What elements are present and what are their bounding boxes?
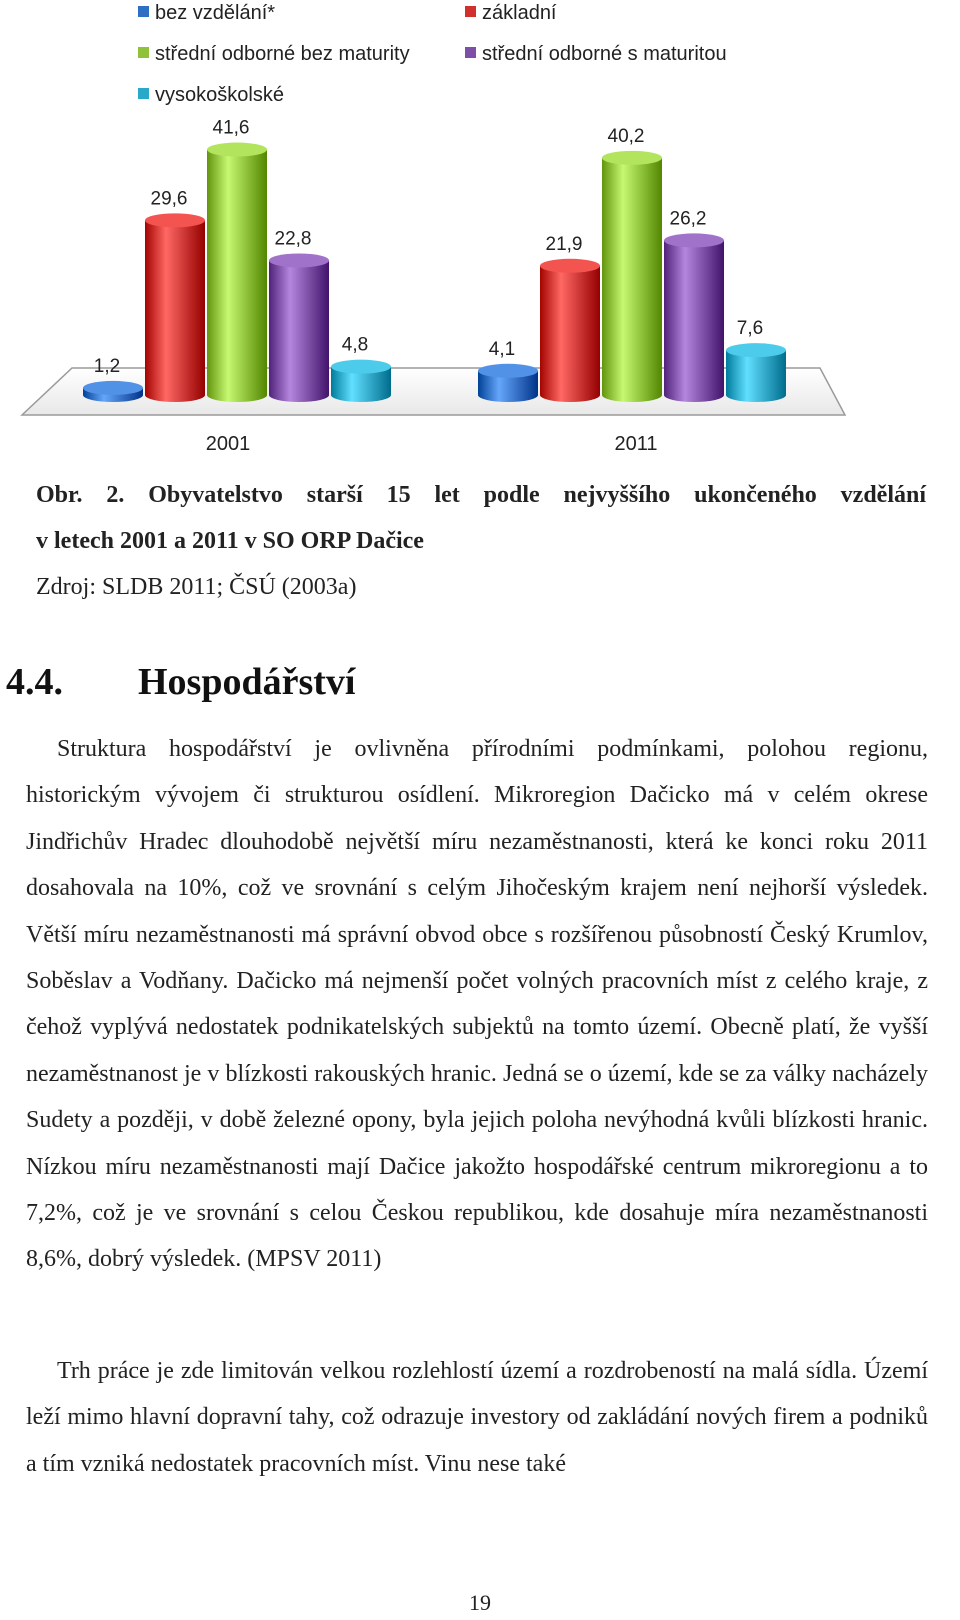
bar-2011-2 — [602, 151, 662, 402]
paragraph-text: Trh práce je zde limitován velkou rozlehlostí území a rozdrobeností na malá sídla. Území leží mimo hlavní dopravní tahy, což odrazuje investory od zakládání nových firem a podniků a tím vzniká nedostatek pracovních míst. Vinu nese také — [26, 1358, 928, 1477]
bar-2011-0 — [478, 364, 538, 402]
bar-2011-4 — [726, 343, 786, 402]
legend-swatch-icon — [138, 47, 149, 58]
bar-2011-1 — [540, 259, 600, 402]
data-label: 7,6 — [736, 318, 764, 340]
legend-label: základní — [482, 2, 557, 24]
paragraph-text: Struktura hospodářství je ovlivněna přírodními podmínkami, polohou regionu, historickým vývojem či strukturou osídlení. Mikroregion Dačicko má v celém okrese Jindřichův Hradec dlouhodobě největší míru nezaměstnanosti, která ke konci roku 2011 dosahovala na 10%, což ve srovnání s celým Jihočeským krajem není nejhorší výsledek. Větší míru nezaměstnanosti má správní obvod obce s rozšířenou působností Český Krumlov, Soběslav a Vodňany. Dačicko má nejmenší počet volných pracovních míst z celého kraje, z čehož vyplývá nedostatek podnikatelských subjektů na tomto území. Obecně platí, že vyšší nezaměstnanost je v blízkosti rakouských hranic. Jedná se o území, kde se za války nacházely Sudety a později, v době železné opony, byla jejich poloha nevýhodná kvůli blízkosti hranic. Nízkou míru nezaměstnanosti mají Dačice jakožto hospodářské centrum mikroregionu a to 7,2%, což je ve srovnání s celou Českou republikou, kde dosahuje míra nezaměstnanosti 8,6%, dobrý výsledek. (MPSV 2011) — [26, 736, 928, 1273]
data-label: 41,6 — [212, 120, 250, 139]
bar-2001-1 — [145, 213, 205, 402]
category-label: 2001 — [205, 433, 251, 455]
data-label: 1,2 — [93, 355, 121, 377]
section-number: 4.4. — [6, 661, 63, 703]
legend-swatch-icon — [465, 47, 476, 58]
figure-caption-line1 — [36, 482, 926, 509]
figure-label: Obr. 2. — [36, 482, 125, 508]
category-label: 2011 — [614, 433, 658, 455]
page-number: 19 — [469, 1590, 491, 1615]
bar-2001-4 — [331, 360, 391, 402]
legend-item-ssm — [465, 43, 727, 66]
bar-2001-0 — [83, 381, 143, 402]
paragraph — [26, 1348, 928, 1487]
legend-swatch-icon — [465, 6, 476, 17]
legend-item-vs — [138, 84, 284, 107]
data-label: 22,8 — [274, 228, 312, 250]
legend-item-bez-vzdelani — [138, 2, 275, 25]
legend-swatch-icon — [138, 88, 149, 99]
paragraph — [26, 726, 928, 1283]
section-heading — [6, 660, 355, 704]
legend-label: střední odborné s maturitou — [482, 43, 727, 65]
data-label: 29,6 — [150, 188, 188, 210]
education-bar-chart — [0, 120, 960, 465]
figure-caption-line2: v letech 2001 a 2011 v SO ORP Dačice — [36, 528, 424, 554]
data-label: 21,9 — [545, 233, 583, 255]
figure-source: Zdroj: SLDB 2011; ČSÚ (2003a) — [36, 574, 357, 600]
legend-swatch-icon — [138, 6, 149, 17]
legend-item-sob — [138, 43, 410, 66]
data-label: 4,1 — [488, 338, 516, 360]
figure-title: Obyvatelstvo starší 15 let podle nejvyššího ukončeného vzdělání — [148, 482, 927, 508]
data-label: 40,2 — [607, 125, 645, 147]
legend-label: bez vzdělání* — [155, 2, 276, 24]
bar-2011-3 — [664, 233, 724, 402]
bar-2001-2 — [207, 143, 267, 402]
data-label: 26,2 — [669, 208, 707, 230]
legend-label: střední odborné bez maturity — [155, 43, 410, 65]
data-label: 4,8 — [341, 334, 369, 356]
legend-item-zakladni — [465, 2, 557, 25]
legend-label: vysokoškolské — [155, 84, 284, 106]
section-title: Hospodářství — [138, 661, 356, 703]
bar-2001-3 — [269, 253, 329, 402]
